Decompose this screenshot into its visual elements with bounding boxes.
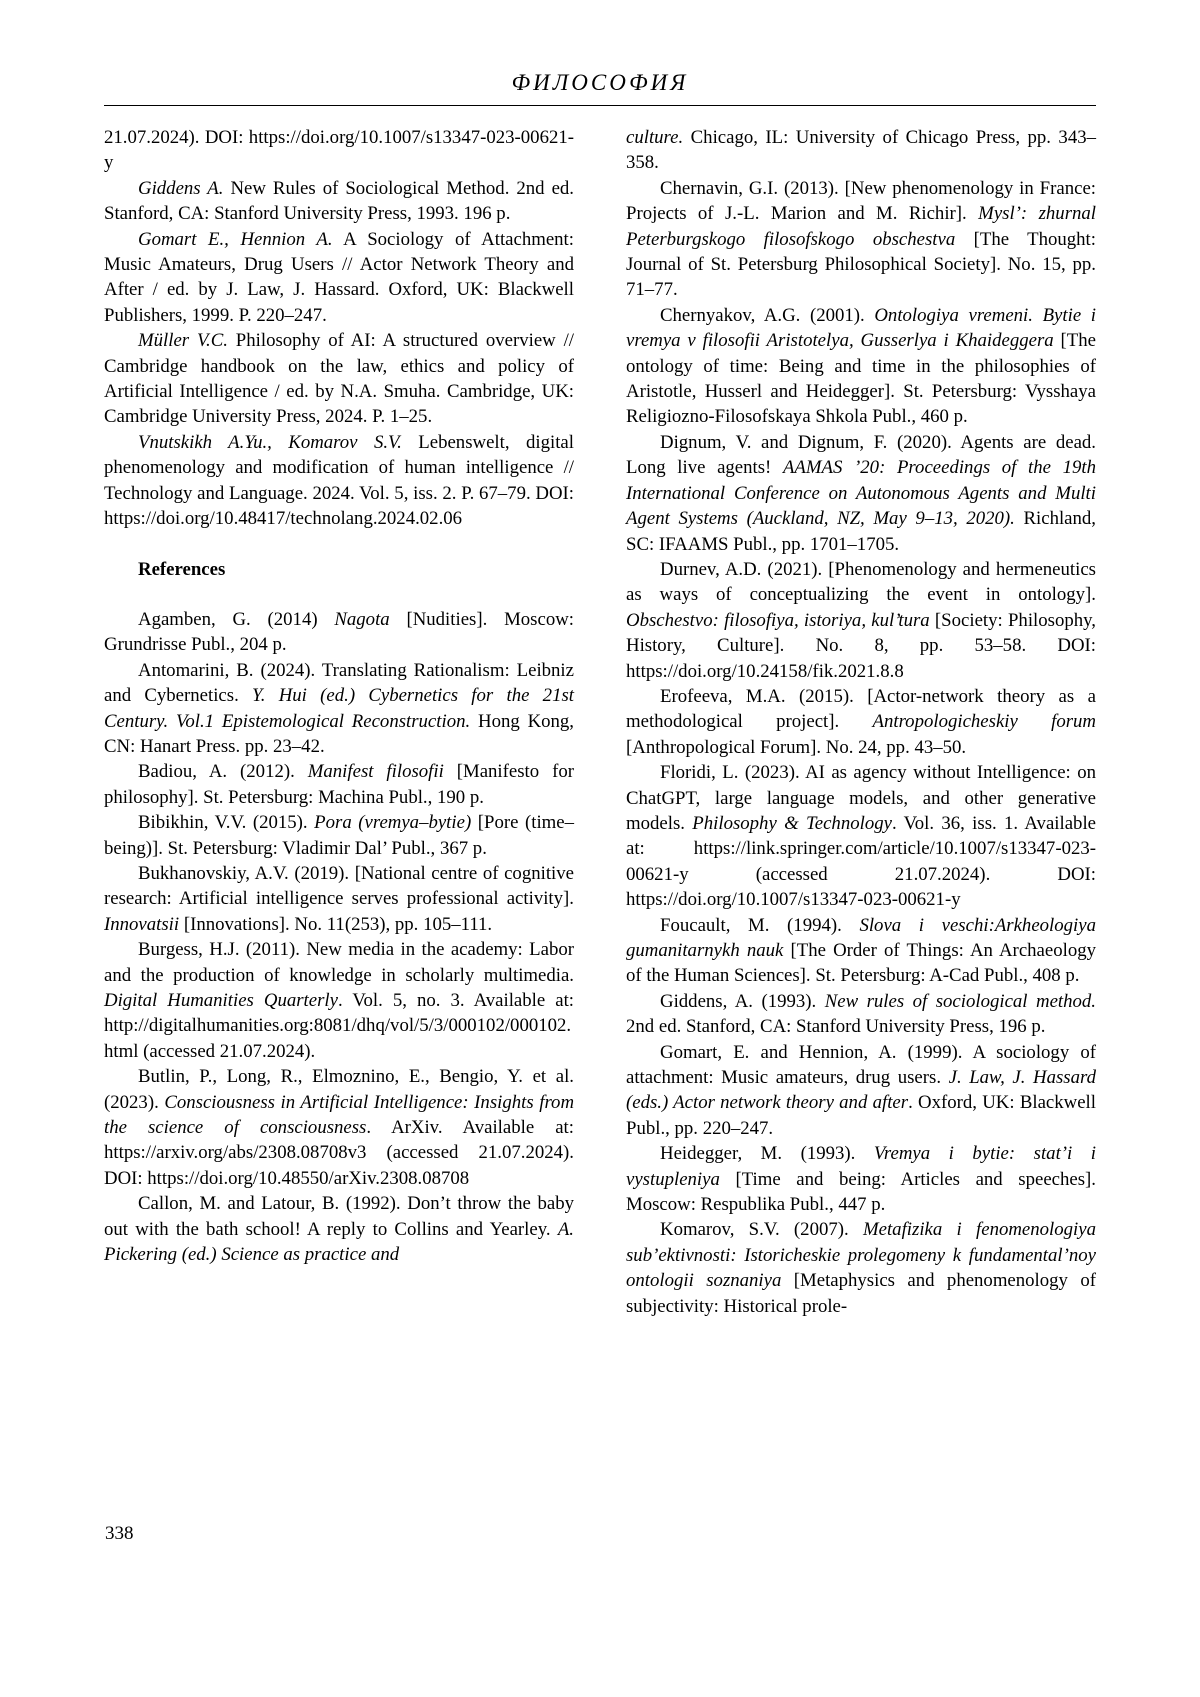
text-run: Richland, SC: IFAAMS Publ., pp. 1701–1705. [626, 508, 1096, 555]
text-run: New rules of sociological method. [824, 990, 1096, 1012]
text-run: Erofeeva, M.A. (2015). [Actor-network theory as a methodological project]. [626, 685, 1096, 733]
text-run: Manifest filosofii [307, 761, 444, 783]
text-run: Obschestvo: filosofiya, istoriya, kul’tura [626, 609, 930, 631]
text-run: J. Law, J. Hassard (eds.) Actor network theory and after [626, 1067, 1096, 1114]
reference-entry [104, 125, 574, 176]
text-run: Antropologicheskiy forum [872, 711, 1096, 733]
reference-entry [104, 759, 574, 810]
text-run: Y. Hui (ed.) Cybernetics for the 21st Century. Vol.1 Epistemological Reconstruction. [104, 685, 574, 732]
text-run: Gomart, E. and Hennion, A. (1999). A sociology of attachment: Music amateurs, drug users. [626, 1041, 1096, 1089]
text-run: Giddens, A. (1993). [660, 990, 825, 1012]
text-run: Müller V.C. [138, 330, 228, 352]
text-run: [Metaphysics and phenomenology of subjectivity: Historical prole- [626, 1270, 1096, 1317]
text-columns [104, 125, 1096, 1319]
reference-entry [626, 1217, 1096, 1319]
reference-entry [104, 1064, 574, 1191]
text-run: Komarov, S.V. (2007). [660, 1219, 863, 1241]
left-column [104, 125, 574, 1267]
reference-entry [104, 607, 574, 658]
text-run: Bukhanovskiy, A.V. (2019). [National centre of cognitive research: Artificial intelligence serves professional activity]. [104, 862, 574, 910]
text-run: [Nudities]. Moscow: Grundrisse Publ., 204 p. [104, 608, 574, 656]
text-run: [Pore (time–being)]. St. Petersburg: Vladimir Dal’ Publ., 367 p. [104, 812, 574, 859]
text-run: Hong Kong, CN: Hanart Press. pp. 23–42. [104, 710, 574, 757]
text-run: Nagota [334, 608, 390, 630]
text-run: Chernavin, G.I. (2013). [New phenomenology in France: Projects of J.-L. Marion and M. Richir]. [626, 177, 1096, 225]
text-run: Ontologiya vremeni. Bytie i vremya v filosofii Aristotelya, Gusserlya i Khaideggera [626, 304, 1096, 352]
reference-entry [104, 861, 574, 937]
text-run: Butlin, P., Long, R., Elmoznino, E., Bengio, Y. et al. (2023). [104, 1066, 574, 1113]
right-column [626, 125, 1096, 1319]
text-run: Giddens A. [138, 177, 224, 199]
reference-entry [104, 430, 574, 532]
text-run: Mysl’: zhurnal Peterburgskogo filosofskogo obschestva [626, 203, 1096, 250]
text-run: Innovatsii [104, 913, 180, 935]
text-run: References [138, 558, 226, 580]
reference-entry [626, 430, 1096, 557]
text-run: AAMAS ’20: Proceedings of the 19th International Conference on Autonomous Agents and Multi Agent Systems (Auckland, NZ, May 9–13, 2020). [626, 457, 1096, 530]
text-run: Consciousness in Artificial Intelligence: Insights from the science of consciousness [104, 1091, 575, 1139]
reference-entry [104, 937, 574, 1064]
text-run: . Vol. 5, no. 3. Available at: http://digitalhumanities.org:8081/dhq/vol/5/3/000102/000102.html (accessed 21.07.2024). [104, 990, 574, 1062]
reference-entry [626, 125, 1096, 176]
text-run: Badiou, A. (2012). [138, 761, 308, 783]
text-run: Metafizika i fenomenologiya sub’ektivnosti: Istoricheskie prolegomeny k fundamental’noy ontologii soznaniya [626, 1219, 1096, 1292]
reference-entry [626, 684, 1096, 760]
reference-entry [104, 1191, 574, 1267]
reference-entry [626, 913, 1096, 989]
text-run: Pora (vremya–bytie) [314, 812, 472, 834]
text-run: [Anthropological Forum]. No. 24, pp. 43–50. [626, 736, 967, 758]
text-run: Dignum, V. and Dignum, F. (2020). Agents are dead. Long live agents! [626, 431, 1096, 479]
text-run: Bibikhin, V.V. (2015). [138, 812, 315, 834]
text-run: . Oxford, UK: Blackwell Publ., pp. 220–247. [626, 1092, 1096, 1139]
text-run: New Rules of Sociological Method. 2nd ed. Stanford, CA: Stanford University Press, 1993. 196 p. [104, 177, 574, 225]
bottom-spacer [0, 1319, 1200, 1507]
text-run: Gomart E., Hennion A. [138, 228, 333, 250]
text-run: [The Thought: Journal of St. Petersburg Philosophical Society]. No. 15, pp. 71–77. [626, 228, 1096, 301]
text-run: Burgess, H.J. (2011). New media in the academy: Labor and the production of knowledge in scholarly multimedia. [104, 939, 574, 986]
reference-entry [626, 557, 1096, 684]
reference-entry [626, 1141, 1096, 1217]
text-run: Heidegger, M. (1993). [660, 1143, 874, 1165]
text-run: Digital Humanities Quarterly [104, 990, 338, 1011]
reference-entry [626, 303, 1096, 430]
running-head: ФИЛОСОФИЯ [511, 70, 689, 95]
text-run: [Innovations]. No. 11(253), pp. 105–111. [179, 913, 493, 935]
reference-entry [104, 176, 574, 227]
text-run: 2nd ed. Stanford, CA: Stanford University Press, 196 p. [626, 1016, 1046, 1038]
references-heading [104, 557, 574, 582]
text-run: Agamben, G. (2014) [138, 608, 335, 630]
text-run: Vremya i bytie: stat’i i vystupleniya [626, 1143, 1096, 1190]
text-run: Foucault, M. (1994). [660, 914, 860, 936]
text-run: Lebenswelt, digital phenomenology and modification of human intelligence // Technology and Language. 2024. Vol. 5, iss. 2. P. 67–79. DOI: https://doi.org/10.48417/technolang.2024.02.06 [104, 431, 574, 530]
reference-entry [626, 760, 1096, 912]
text-run: . Vol. 36, iss. 1. Available at: https://link.springer.com/article/10.1007/s13347-023-00621-y (accessed 21.07.2024). DOI: https://doi.org/10.1007/s13347-023-00621-y [626, 812, 1096, 911]
text-run: Chernyakov, A.G. (2001). [660, 304, 875, 326]
reference-entry [104, 227, 574, 329]
text-run: A. Pickering (ed.) Science as practice and [104, 1218, 574, 1266]
text-run: Durnev, A.D. (2021). [Phenomenology and hermeneutics as ways of conceptualizing the event in ontology]. [626, 558, 1096, 606]
text-run: Slova i veschi:Arkheologiya gumanitarnykh nauk [626, 914, 1096, 961]
reference-entry [104, 810, 574, 861]
text-run: [Society: Philosophy, History, Culture]. No. 8, pp. 53–58. DOI: https://doi.org/10.24158/fik.2021.8.8 [626, 609, 1096, 682]
text-run: [Manifesto for philosophy]. St. Petersburg: Machina Publ., 190 p. [104, 761, 574, 808]
text-run: Callon, M. and Latour, B. (1992). Don’t throw the baby out with the bath school! A reply to Collins and Yearley. [104, 1193, 574, 1240]
page-number: 338 [105, 1523, 134, 1544]
reference-entry [626, 989, 1096, 1040]
header-rule [104, 105, 1096, 106]
reference-entry [104, 328, 574, 430]
text-run: Vnutskikh A.Yu., Komarov S.V. [138, 431, 402, 453]
text-run: Antomarini, B. (2024). Translating Rationalism: Leibniz and Cybernetics. [104, 659, 574, 707]
reference-entry [626, 176, 1096, 303]
text-run: A Sociology of Attachment: Music Amateurs, Drug Users // Actor Network Theory and After / ed. by J. Law, J. Hassard. Oxford, UK: Blackwell Publishers, 1999. P. 220–247. [104, 228, 574, 326]
text-run: 21.07.2024). DOI: https://doi.org/10.1007/s13347-023-00621-y [104, 127, 574, 174]
text-run: [The Order of Things: An Archaeology of the Human Sciences]. St. Petersburg: A-Cad Publ., 408 p. [626, 940, 1096, 987]
text-run: [The ontology of time: Being and time in the philosophies of Aristotle, Husserl and Heidegger]. St. Petersburg: Vysshaya Religiozno-Filosofskaya Shkola Publ., 460 p. [626, 330, 1096, 428]
text-run: Floridi, L. (2023). AI as agency without Intelligence: on ChatGPT, large language models, and other generative models. [626, 762, 1096, 834]
text-run: Philosophy & Technology [692, 812, 892, 834]
text-run: [Time and being: Articles and speeches]. Moscow: Respublika Publ., 447 p. [626, 1168, 1096, 1216]
reference-entry [104, 658, 574, 760]
text-run: Philosophy of AI: A structured overview // Cambridge handbook on the law, ethics and policy of Artificial Intelligence / ed. by N.A. Smuha. Cambridge, UK: Cambridge University Press, 2024. P. 1–25. [104, 330, 575, 428]
reference-entry [626, 1040, 1096, 1142]
text-run: . ArXiv. Available at: https://arxiv.org/abs/2308.08708v3 (accessed 21.07.2024). DOI: https://doi.org/10.48550/arXiv.2308.08708 [104, 1117, 574, 1189]
text-run: culture. [626, 127, 684, 148]
text-run: Chicago, IL: University of Chicago Press, pp. 343–358. [626, 127, 1096, 174]
